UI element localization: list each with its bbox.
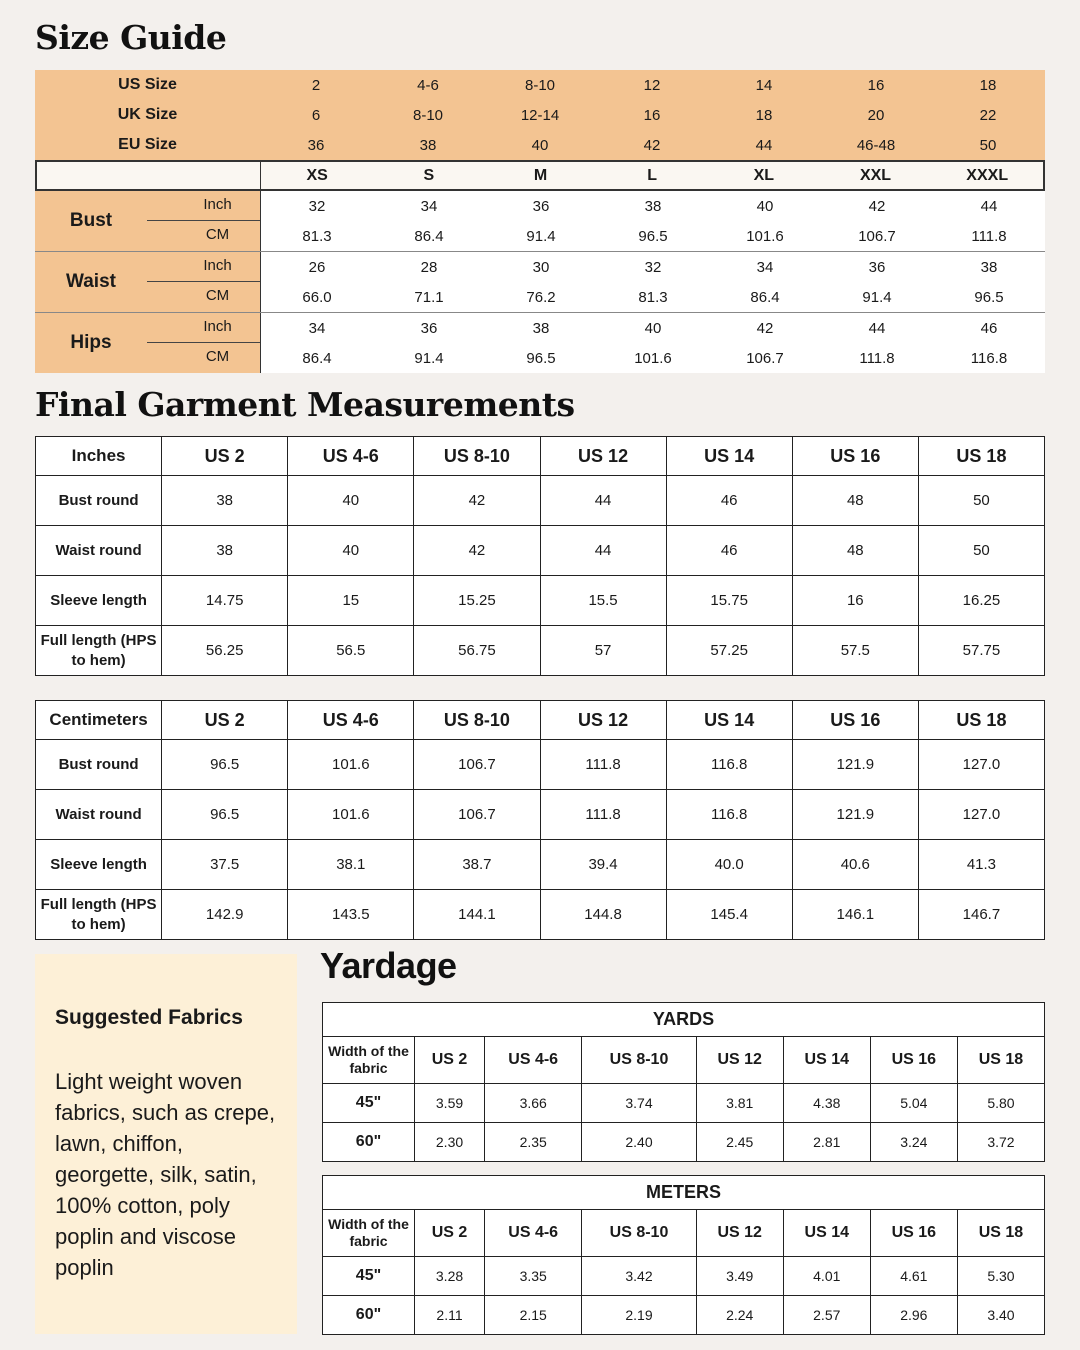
- row-label: Full length (HPS to hem): [36, 626, 162, 676]
- row-label: Sleeve length: [36, 576, 162, 626]
- measurement-cell: 42: [868, 197, 886, 215]
- data-cell: 3.35: [485, 1257, 582, 1296]
- data-cell: 14.75: [162, 576, 288, 626]
- row-label: Full length (HPS to hem): [36, 890, 162, 940]
- size-header: US 12: [540, 701, 666, 740]
- size-cell: 8-10: [524, 76, 556, 94]
- data-cell: 2.15: [485, 1296, 582, 1335]
- size-header: US 18: [918, 437, 1044, 476]
- measurement-cell: 28: [420, 258, 438, 276]
- measurement-label-area: [35, 313, 260, 373]
- data-cell: 121.9: [792, 740, 918, 790]
- size-cell: 46-48: [856, 136, 896, 154]
- unit-label-inch: Inch: [203, 257, 232, 274]
- table-row: [323, 1084, 1045, 1123]
- data-cell: 3.24: [870, 1123, 957, 1162]
- measurement-cell: 34: [756, 258, 774, 276]
- data-cell: 40: [288, 476, 414, 526]
- measurement-name: Hips: [70, 332, 112, 353]
- measurement-cell: 40: [756, 197, 774, 215]
- data-cell: 41.3: [918, 840, 1044, 890]
- measurement-cell: 71.1: [414, 288, 444, 306]
- size-cell: 12-14: [520, 106, 560, 124]
- size-header: US 16: [870, 1210, 957, 1257]
- data-cell: 15: [288, 576, 414, 626]
- measurement-cell: 42: [756, 319, 774, 337]
- letter-size-cell: M: [533, 166, 548, 184]
- data-cell: 15.5: [540, 576, 666, 626]
- size-row: [35, 130, 1045, 160]
- measurement-cell: 36: [868, 258, 886, 276]
- letter-size-cell: XXL: [859, 166, 892, 184]
- data-cell: 57.25: [666, 626, 792, 676]
- fabrics-text: Light weight woven fabrics, such as crepe, lawn, chiffon, georgette, silk, satin, 100% cotton, poly poplin and viscose poplin: [55, 1069, 276, 1280]
- measurement-cell: 106.7: [858, 227, 896, 245]
- header-row: [36, 437, 1045, 476]
- data-cell: 116.8: [666, 740, 792, 790]
- measurement-cell: 34: [420, 197, 438, 215]
- size-cell: 16: [867, 76, 885, 94]
- data-cell: 15.75: [666, 576, 792, 626]
- table-row: [36, 526, 1045, 576]
- row-label: Waist round: [36, 790, 162, 840]
- table-caption: METERS: [323, 1176, 1045, 1210]
- width-header: Width of the fabric: [323, 1037, 415, 1084]
- caption-row: [323, 1176, 1045, 1210]
- data-cell: 46: [666, 476, 792, 526]
- size-cell: 38: [419, 136, 437, 154]
- data-cell: 42: [414, 526, 540, 576]
- measurement-row-cm: [261, 221, 1045, 251]
- header-row: [36, 701, 1045, 740]
- measurement-row-inch: [261, 313, 1045, 343]
- size-cell: 36: [307, 136, 325, 154]
- letter-size-row: [35, 160, 1045, 191]
- size-cell: 2: [311, 76, 321, 94]
- data-cell: 37.5: [162, 840, 288, 890]
- data-cell: 3.49: [696, 1257, 783, 1296]
- measurement-row-cm: [261, 282, 1045, 312]
- size-header: US 8-10: [582, 1037, 696, 1084]
- letter-size-cell: S: [423, 166, 435, 184]
- unit-label-inch: Inch: [203, 318, 232, 335]
- measurement-cell: 38: [980, 258, 998, 276]
- size-header: US 12: [696, 1210, 783, 1257]
- measurement-row-inch: [261, 252, 1045, 282]
- data-cell: 144.8: [540, 890, 666, 940]
- size-cell: 8-10: [412, 106, 444, 124]
- table-row: [36, 840, 1045, 890]
- size-header: US 12: [540, 437, 666, 476]
- size-row-label: UK Size: [117, 106, 178, 123]
- suggested-fabrics-box: [35, 954, 297, 1334]
- data-cell: 2.57: [783, 1296, 870, 1335]
- measurement-cell: 34: [308, 319, 326, 337]
- data-cell: 42: [414, 476, 540, 526]
- measurement-cell: 116.8: [970, 349, 1008, 367]
- size-header: US 18: [957, 1210, 1044, 1257]
- size-header: US 4-6: [288, 437, 414, 476]
- size-guide-title: Size Guide: [35, 18, 227, 57]
- width-label: 45": [323, 1257, 415, 1296]
- garment-title: Final Garment Measurements: [35, 385, 575, 424]
- data-cell: 3.40: [957, 1296, 1044, 1335]
- measurement-values: [260, 191, 1045, 251]
- size-row: [35, 70, 1045, 100]
- table-row: [36, 790, 1045, 840]
- data-cell: 145.4: [666, 890, 792, 940]
- data-cell: 4.38: [783, 1084, 870, 1123]
- data-cell: 2.35: [485, 1123, 582, 1162]
- size-guide-table: [35, 70, 1045, 373]
- unit-header: Centimeters: [36, 701, 162, 740]
- size-cell: 20: [867, 106, 885, 124]
- width-label: 60": [323, 1296, 415, 1335]
- size-header: US 8-10: [582, 1210, 696, 1257]
- size-header: US 16: [792, 437, 918, 476]
- measurement-cell: 32: [644, 258, 662, 276]
- data-cell: 38.7: [414, 840, 540, 890]
- data-cell: 5.04: [870, 1084, 957, 1123]
- size-header: US 4-6: [288, 701, 414, 740]
- data-cell: 96.5: [162, 790, 288, 840]
- data-cell: 2.19: [582, 1296, 696, 1335]
- size-cell: 18: [755, 106, 773, 124]
- data-cell: 39.4: [540, 840, 666, 890]
- unit-label-cm: CM: [205, 226, 230, 243]
- data-cell: 2.45: [696, 1123, 783, 1162]
- fabrics-title: Suggested Fabrics: [55, 1006, 243, 1029]
- yardage-title: Yardage: [320, 945, 457, 986]
- data-cell: 4.61: [870, 1257, 957, 1296]
- measurement-cell: 96.5: [638, 227, 668, 245]
- unit-label-cm: CM: [205, 287, 230, 304]
- table-row: [36, 890, 1045, 940]
- table-row: [323, 1296, 1045, 1335]
- data-cell: 3.59: [415, 1084, 485, 1123]
- data-cell: 48: [792, 526, 918, 576]
- size-header: US 12: [696, 1037, 783, 1084]
- data-cell: 3.72: [957, 1123, 1044, 1162]
- data-cell: 146.1: [792, 890, 918, 940]
- data-cell: 56.25: [162, 626, 288, 676]
- data-cell: 56.5: [288, 626, 414, 676]
- measurement-cell: 96.5: [526, 349, 556, 367]
- measurement-cell: 96.5: [974, 288, 1004, 306]
- measurement-cell: 38: [644, 197, 662, 215]
- size-cell: 6: [311, 106, 321, 124]
- measurement-cell: 86.4: [302, 349, 332, 367]
- data-cell: 40.6: [792, 840, 918, 890]
- data-cell: 15.25: [414, 576, 540, 626]
- data-cell: 16.25: [918, 576, 1044, 626]
- measurement-row-cm: [261, 343, 1045, 373]
- unit-label-cm: CM: [205, 348, 230, 365]
- measurement-cell: 36: [532, 197, 550, 215]
- data-cell: 96.5: [162, 740, 288, 790]
- data-cell: 2.96: [870, 1296, 957, 1335]
- data-cell: 38.1: [288, 840, 414, 890]
- table-row: [36, 476, 1045, 526]
- header-row: [323, 1037, 1045, 1084]
- size-header: US 2: [415, 1037, 485, 1084]
- data-cell: 101.6: [288, 740, 414, 790]
- measurement-values: [260, 252, 1045, 312]
- data-cell: 111.8: [540, 790, 666, 840]
- data-cell: 57: [540, 626, 666, 676]
- data-cell: 3.74: [582, 1084, 696, 1123]
- data-cell: 143.5: [288, 890, 414, 940]
- measurement-block: [35, 252, 1045, 312]
- data-cell: 38: [162, 476, 288, 526]
- data-cell: 44: [540, 476, 666, 526]
- data-cell: 5.30: [957, 1257, 1044, 1296]
- measurement-name: Bust: [69, 210, 113, 231]
- measurement-cell: 101.6: [746, 227, 784, 245]
- unit-label-inch: Inch: [203, 196, 232, 213]
- data-cell: 142.9: [162, 890, 288, 940]
- measurement-cell: 66.0: [302, 288, 332, 306]
- size-cell: 16: [643, 106, 661, 124]
- measurement-cell: 46: [980, 319, 998, 337]
- data-cell: 44: [540, 526, 666, 576]
- size-header: US 14: [783, 1037, 870, 1084]
- region-size-rows: [35, 70, 1045, 160]
- size-row-label: EU Size: [118, 136, 177, 153]
- measurement-cell: 44: [980, 197, 998, 215]
- data-cell: 111.8: [540, 740, 666, 790]
- data-cell: 16: [792, 576, 918, 626]
- data-cell: 2.81: [783, 1123, 870, 1162]
- data-cell: 3.28: [415, 1257, 485, 1296]
- measurement-cell: 38: [532, 319, 550, 337]
- size-cell: 22: [979, 106, 997, 124]
- size-header: US 14: [666, 437, 792, 476]
- table-row: [36, 740, 1045, 790]
- data-cell: 2.30: [415, 1123, 485, 1162]
- table-row: [323, 1123, 1045, 1162]
- size-cell: 44: [755, 136, 773, 154]
- measurement-cell: 36: [420, 319, 438, 337]
- garment-cm-table: [35, 700, 1045, 940]
- measurement-cell: 86.4: [414, 227, 444, 245]
- header-row: [323, 1210, 1045, 1257]
- size-header: US 2: [162, 437, 288, 476]
- data-cell: 46: [666, 526, 792, 576]
- size-cell: 12: [643, 76, 661, 94]
- table-row: [36, 626, 1045, 676]
- data-cell: 4.01: [783, 1257, 870, 1296]
- unit-header: Inches: [36, 437, 162, 476]
- table-row: [323, 1257, 1045, 1296]
- data-cell: 50: [918, 526, 1044, 576]
- size-header: US 14: [666, 701, 792, 740]
- size-header: US 2: [162, 701, 288, 740]
- data-cell: 48: [792, 476, 918, 526]
- size-cell: 50: [979, 136, 997, 154]
- letter-size-cell: XS: [306, 166, 328, 184]
- size-row: [35, 100, 1045, 130]
- data-cell: 3.81: [696, 1084, 783, 1123]
- measurement-cell: 32: [308, 197, 326, 215]
- measurement-cell: 111.8: [971, 227, 1007, 245]
- data-cell: 106.7: [414, 740, 540, 790]
- size-header: US 4-6: [485, 1210, 582, 1257]
- table-caption: YARDS: [323, 1003, 1045, 1037]
- measurement-cell: 91.4: [862, 288, 892, 306]
- unit-divider: [147, 281, 260, 282]
- row-label: Bust round: [36, 476, 162, 526]
- measurement-block: [35, 191, 1045, 251]
- size-row-label: US Size: [118, 76, 177, 93]
- data-cell: 38: [162, 526, 288, 576]
- garment-inches-table: [35, 436, 1045, 676]
- size-header: US 16: [792, 701, 918, 740]
- data-cell: 50: [918, 476, 1044, 526]
- unit-divider: [147, 220, 260, 221]
- width-label: 60": [323, 1123, 415, 1162]
- data-cell: 57.5: [792, 626, 918, 676]
- table-row: [36, 576, 1045, 626]
- size-header: US 18: [918, 701, 1044, 740]
- data-cell: 56.75: [414, 626, 540, 676]
- data-cell: 146.7: [918, 890, 1044, 940]
- data-cell: 5.80: [957, 1084, 1044, 1123]
- measurement-label-area: [35, 252, 260, 312]
- width-header: Width of the fabric: [323, 1210, 415, 1257]
- size-header: US 16: [870, 1037, 957, 1084]
- data-cell: 106.7: [414, 790, 540, 840]
- data-cell: 2.24: [696, 1296, 783, 1335]
- letter-size-cell: XXXL: [966, 166, 1009, 184]
- letter-size-cell: XL: [753, 166, 775, 184]
- size-header: US 14: [783, 1210, 870, 1257]
- measurement-row-inch: [261, 191, 1045, 221]
- measurement-cell: 44: [868, 319, 886, 337]
- measurement-cell: 40: [644, 319, 662, 337]
- measurement-cell: 101.6: [634, 349, 672, 367]
- size-header: US 8-10: [414, 437, 540, 476]
- measurement-cell: 30: [532, 258, 550, 276]
- data-cell: 121.9: [792, 790, 918, 840]
- measurement-cell: 26: [308, 258, 326, 276]
- size-header: US 8-10: [414, 701, 540, 740]
- data-cell: 40.0: [666, 840, 792, 890]
- measurement-cell: 81.3: [302, 227, 332, 245]
- measurement-cell: 106.7: [746, 349, 784, 367]
- size-header: US 18: [957, 1037, 1044, 1084]
- row-label: Sleeve length: [36, 840, 162, 890]
- size-header: US 2: [415, 1210, 485, 1257]
- size-cell: 42: [643, 136, 661, 154]
- measurement-label-area: [35, 191, 260, 251]
- size-cell: 40: [531, 136, 549, 154]
- data-cell: 3.66: [485, 1084, 582, 1123]
- data-cell: 101.6: [288, 790, 414, 840]
- measurement-name: Waist: [66, 271, 116, 292]
- body-measurements: [35, 191, 1045, 373]
- measurement-values: [260, 313, 1045, 373]
- yardage-yards-table: [322, 1002, 1045, 1162]
- measurement-cell: 111.8: [859, 349, 895, 367]
- data-cell: 2.40: [582, 1123, 696, 1162]
- yardage-meters-table: [322, 1175, 1045, 1335]
- letter-size-cell: L: [647, 166, 658, 184]
- caption-row: [323, 1003, 1045, 1037]
- width-label: 45": [323, 1084, 415, 1123]
- data-cell: 116.8: [666, 790, 792, 840]
- measurement-cell: 86.4: [750, 288, 780, 306]
- size-cell: 14: [755, 76, 773, 94]
- data-cell: 144.1: [414, 890, 540, 940]
- row-label: Bust round: [36, 740, 162, 790]
- measurement-cell: 91.4: [414, 349, 444, 367]
- data-cell: 127.0: [918, 740, 1044, 790]
- data-cell: 57.75: [918, 626, 1044, 676]
- size-cell: 18: [979, 76, 997, 94]
- data-cell: 40: [288, 526, 414, 576]
- size-header: US 4-6: [485, 1037, 582, 1084]
- unit-divider: [147, 342, 260, 343]
- data-cell: 2.11: [415, 1296, 485, 1335]
- data-cell: 3.42: [582, 1257, 696, 1296]
- measurement-block: [35, 313, 1045, 373]
- measurement-cell: 81.3: [638, 288, 668, 306]
- data-cell: 127.0: [918, 790, 1044, 840]
- size-cell: 4-6: [417, 76, 439, 94]
- measurement-cell: 76.2: [526, 288, 556, 306]
- measurement-cell: 91.4: [526, 227, 556, 245]
- row-label: Waist round: [36, 526, 162, 576]
